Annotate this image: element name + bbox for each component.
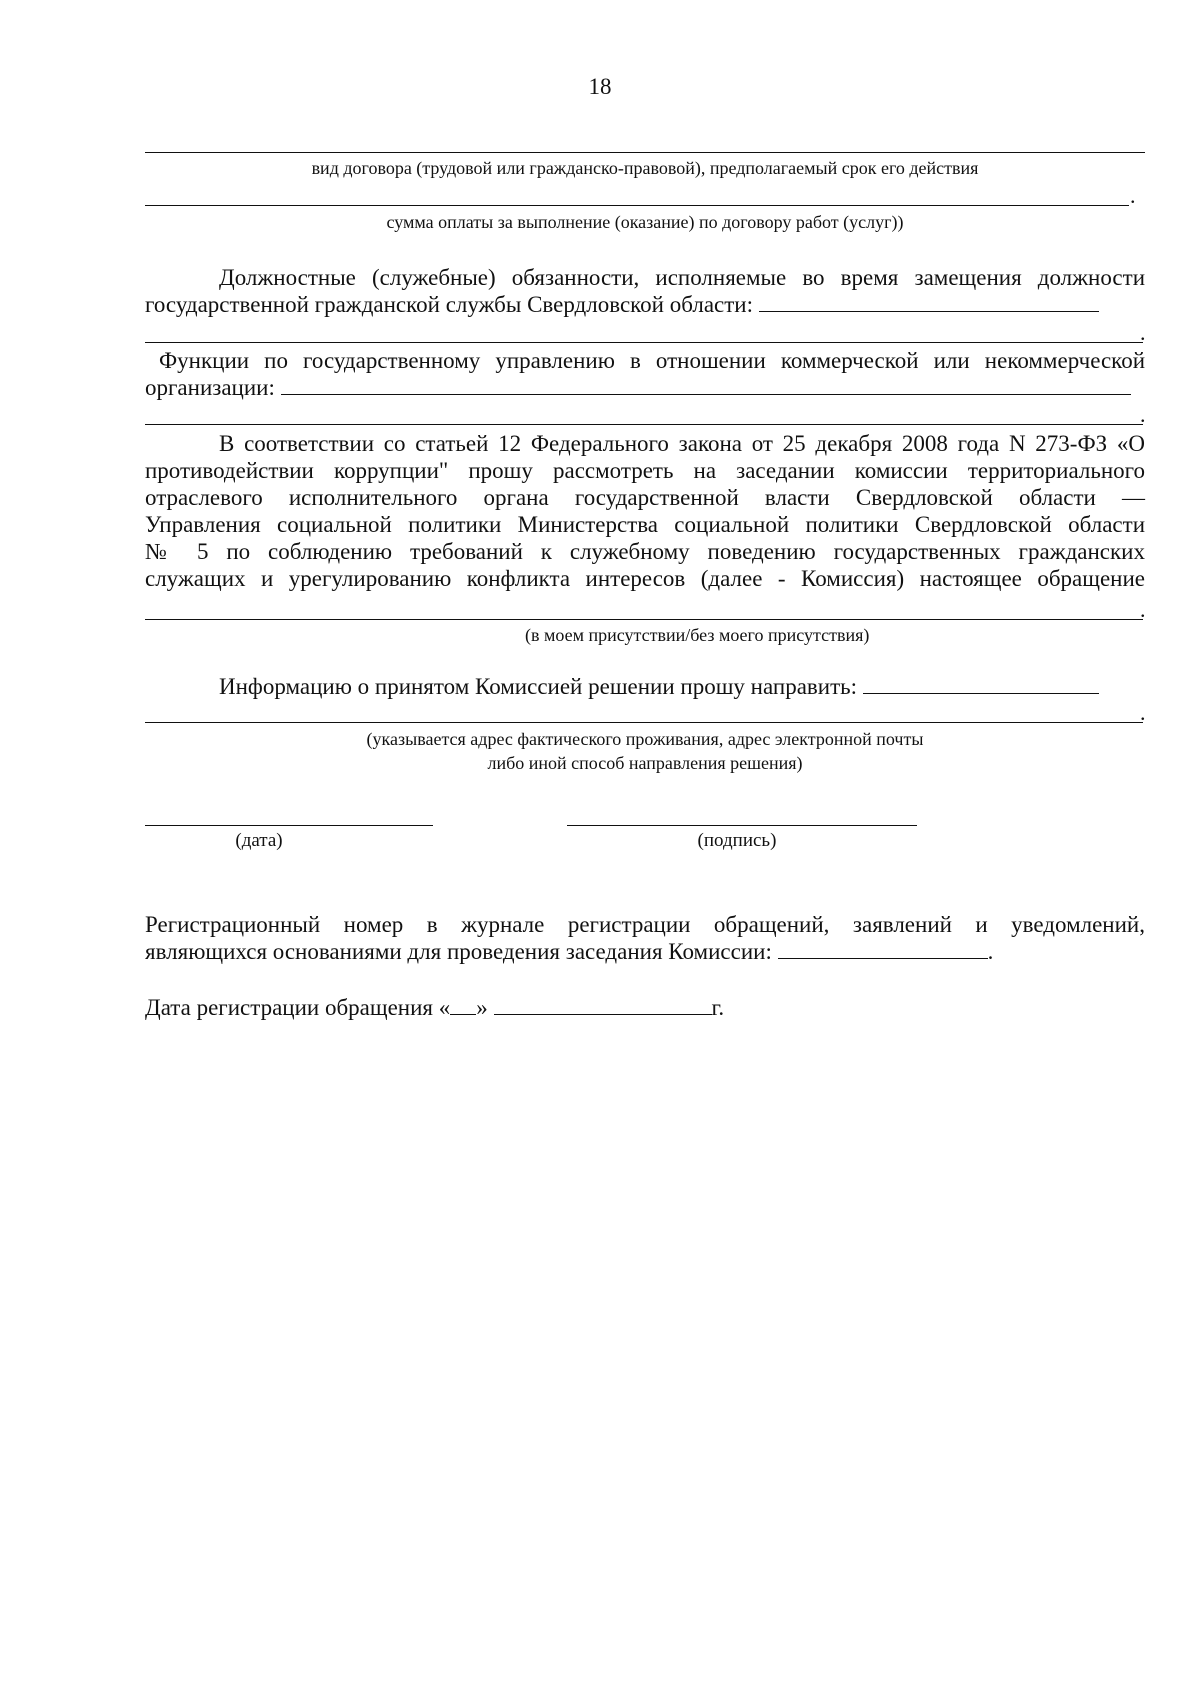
- signature-field[interactable]: [567, 825, 917, 826]
- functions-field[interactable]: [281, 376, 1131, 395]
- functions-paragraph: [145, 347, 1145, 401]
- functions-line-2-wrap: [145, 374, 1145, 401]
- info-request-field-continuation[interactable]: [145, 722, 1143, 723]
- period-mark: .: [1140, 597, 1146, 622]
- contract-type-field[interactable]: [145, 152, 1145, 153]
- functions-line-1: Функции по государственному управлению в отношении коммерческой или некоммерческой: [159, 348, 1145, 373]
- registration-line-2-wrap: [145, 938, 1145, 965]
- info-request-line-wrap: [145, 673, 1145, 700]
- request-line-5: № 5 по соблюдению требований к служебному поведению государственных гражданских: [145, 539, 1145, 564]
- functions-line-2: организации:: [145, 375, 275, 400]
- duties-line-1: Должностные (служебные) обязанности, исполняемые во время замещения должности: [219, 265, 1145, 290]
- label-signature: (подпись): [697, 830, 777, 851]
- registration-line-2: являющихся основаниями для проведения заседания Комиссии:: [145, 939, 772, 964]
- registration-date-suffix: »: [476, 995, 488, 1020]
- caption-address-line-2: либо иной способ направления решения): [487, 753, 803, 773]
- period-mark: .: [1140, 320, 1146, 345]
- request-line-2: противодействии коррупции" прошу рассмотреть на заседании комиссии территориального: [145, 458, 1145, 483]
- label-date: (дата): [235, 830, 283, 851]
- presence-field[interactable]: [145, 619, 1143, 620]
- period-mark: .: [1140, 700, 1146, 725]
- duties-field-continuation[interactable]: [145, 342, 1143, 343]
- registration-paragraph: [145, 911, 1145, 965]
- info-request-text: Информацию о принятом Комиссией решении прошу направить:: [219, 674, 858, 699]
- period-mark: .: [1130, 183, 1136, 208]
- duties-line-2: государственной гражданской службы Свердловской области:: [145, 292, 753, 317]
- caption-address-line-1: (указывается адрес фактического проживания, адрес электронной почты: [366, 729, 924, 749]
- registration-date-line: [145, 994, 1145, 1021]
- registration-month-year-field[interactable]: [494, 996, 712, 1015]
- request-line-4: Управления социальной политики Министерства социальной политики Свердловской области: [145, 512, 1145, 537]
- date-field[interactable]: [145, 825, 433, 826]
- payment-amount-field[interactable]: [145, 205, 1129, 206]
- duties-line-2-wrap: [145, 291, 1145, 318]
- registration-year-suffix: г.: [711, 995, 725, 1020]
- period-mark: .: [987, 939, 994, 964]
- registration-number-field[interactable]: [778, 940, 988, 959]
- duties-field[interactable]: [759, 293, 1099, 312]
- functions-field-continuation[interactable]: [145, 424, 1143, 425]
- period-mark: .: [1140, 402, 1146, 427]
- request-line-3: отраслевого исполнительного органа государственной власти Свердловской области —: [145, 485, 1145, 510]
- page-number: 18: [588, 74, 612, 99]
- info-request-paragraph: [145, 673, 1145, 700]
- caption-presence: (в моем присутствии/без моего присутствия): [525, 625, 870, 645]
- registration-date-paragraph: [145, 994, 1145, 1021]
- request-line-6: служащих и урегулированию конфликта интересов (далее - Комиссия) настоящее обращение: [145, 566, 1145, 591]
- registration-date-prefix: Дата регистрации обращения «: [145, 995, 451, 1020]
- duties-paragraph: [145, 264, 1145, 318]
- request-line-1: В соответствии со статьей 12 Федерального закона от 25 декабря 2008 года N 273-ФЗ «О: [219, 431, 1145, 456]
- registration-line-1: Регистрационный номер в журнале регистрации обращений, заявлений и уведомлений,: [145, 912, 1145, 937]
- request-paragraph: [145, 430, 1145, 592]
- registration-day-field[interactable]: [450, 996, 476, 1015]
- info-request-field[interactable]: [863, 675, 1099, 694]
- caption-payment: сумма оплаты за выполнение (оказание) по договору работ (услуг)): [386, 212, 904, 232]
- caption-contract-type: вид договора (трудовой или гражданско-правовой), предполагаемый срок его действия: [311, 158, 979, 178]
